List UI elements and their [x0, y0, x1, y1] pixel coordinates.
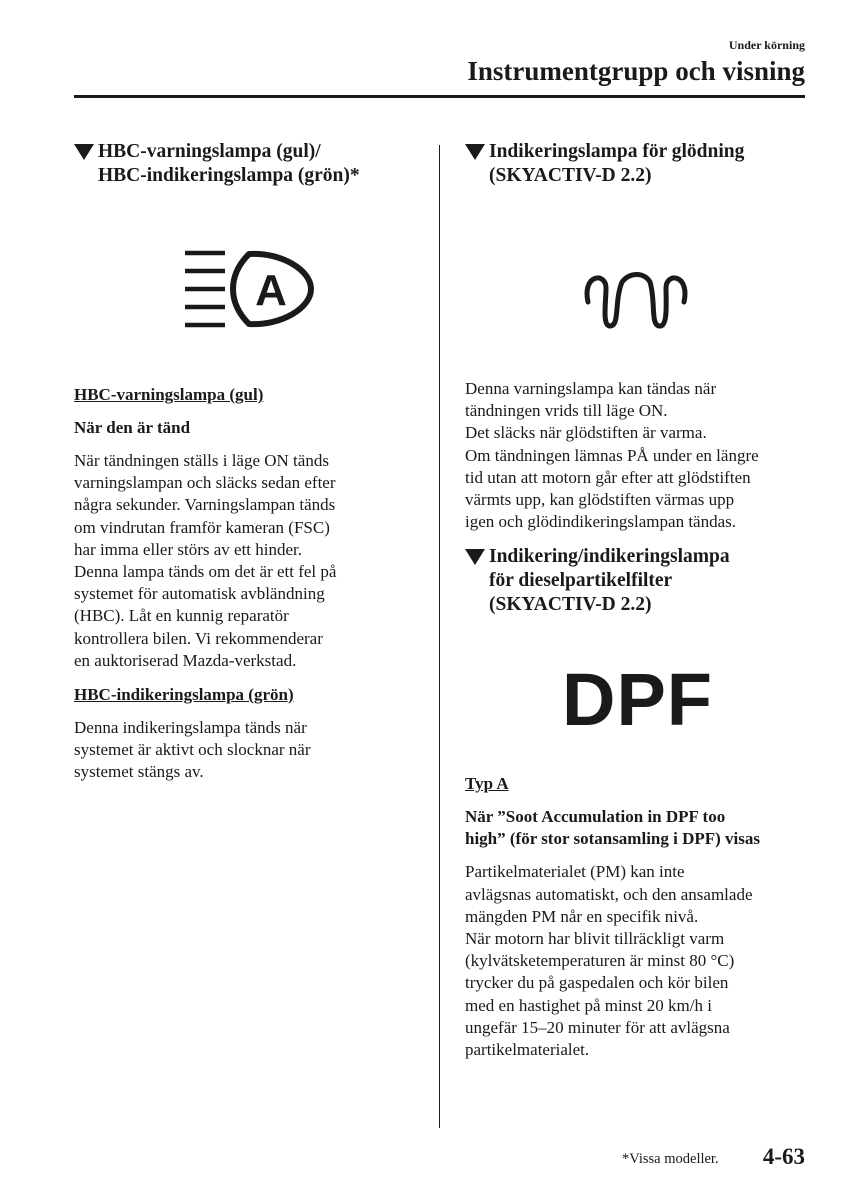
soot-heading-line1: När ”Soot Accumulation in DPF too [465, 807, 726, 827]
hbc-heading-line2: HBC-indikeringslampa (grön)* [98, 165, 360, 186]
text-line: Denna varningslampa kan tändas när [465, 379, 717, 398]
hbc-section-heading [74, 140, 419, 188]
hbc-warning-paragraph [74, 450, 419, 672]
page-title: Instrumentgrupp och visning [467, 56, 805, 86]
hbc-icon-wrap [74, 248, 419, 332]
hbc-indicator-paragraph [74, 717, 419, 784]
left-column [74, 140, 419, 784]
header-section-label: Under körning [728, 38, 805, 52]
when-lit-heading: När den är tänd [74, 418, 191, 437]
dpf-heading-line3: (SKYACTIV-D 2.2) [489, 594, 652, 616]
text-line: kontrollera bilen. Vi rekommenderar [74, 628, 323, 648]
column-divider [439, 145, 440, 1128]
text-line: Om tändningen lämnas PÅ under en längre [465, 445, 759, 465]
glow-paragraph [465, 378, 810, 533]
dpf-section-heading [465, 545, 810, 617]
text-line: systemet för automatisk avbländning [74, 584, 325, 604]
text-line: systemet är aktivt och slocknar när [74, 740, 311, 760]
svg-text:A: A [254, 266, 287, 315]
text-line: När tändningen ställs i läge ON tänds [74, 451, 329, 470]
dpf-icon-wrap [465, 658, 810, 742]
text-line: trycker du på gaspedalen och kör bilen [465, 973, 729, 993]
text-line: Denna indikeringslampa tänds när [74, 718, 307, 738]
text-line: partikelmaterialet. [465, 1040, 590, 1060]
header-rule [74, 95, 805, 98]
text-line: varningslampan och släcks sedan efter [74, 473, 336, 493]
page-number: 4-63 [762, 1144, 805, 1169]
text-line: (HBC). Låt en kunnig reparatör [74, 606, 289, 626]
section-triangle-icon [465, 144, 485, 160]
dpf-indicator-icon: DPF [562, 658, 713, 742]
text-line: igen och glödindikeringslampan tändas. [465, 512, 736, 532]
type-a-heading: Typ A [465, 774, 509, 794]
text-line: avlägsnas automatiskt, och den ansamlade [465, 884, 753, 904]
text-line: om vindrutan framför kameran (FSC) [74, 517, 330, 537]
soot-heading-line2: high” (för stor sotansamling i DPF) visas [465, 829, 761, 849]
text-line: en auktoriserad Mazda-verkstad. [74, 650, 297, 670]
text-line: med en hastighet på minst 20 km/h i [465, 995, 712, 1015]
text-line: har imma eller störs av ett hinder. [74, 539, 303, 559]
right-column [465, 140, 810, 1061]
text-line: tid utan att motorn går efter att glödstiften [465, 467, 751, 487]
text-line: När motorn har blivit tillräckligt varm [465, 929, 725, 949]
dpf-heading-line1: Indikering/indikeringslampa [489, 546, 730, 568]
text-line: Det släcks när glödstiften är varma. [465, 423, 707, 443]
section-triangle-icon [74, 144, 94, 160]
text-line: några sekunder. Varningslampan tänds [74, 495, 336, 515]
glow-icon-wrap [465, 268, 810, 332]
soot-heading [465, 806, 810, 850]
text-line: (kylvätsketemperaturen är minst 80 °C) [465, 951, 735, 971]
hbc-warning-heading: HBC-varningslampa (gul) [74, 385, 264, 404]
text-line: mängden PM når en specifik nivå. [465, 906, 699, 926]
soot-paragraph [465, 861, 810, 1061]
text-line: systemet stängs av. [74, 762, 204, 782]
section-triangle-icon [465, 549, 485, 565]
glow-section-heading [465, 140, 810, 188]
hbc-headlight-a-icon [177, 248, 317, 332]
footnote: *Vissa modeller. [622, 1151, 719, 1167]
text-line: Denna lampa tänds om det är ett fel på [74, 562, 337, 582]
text-line: tändningen vrids till läge ON. [465, 401, 668, 421]
text-line: Partikelmaterialet (PM) kan inte [465, 862, 685, 882]
text-line: ungefär 15–20 minuter för att avlägsna [465, 1017, 730, 1037]
dpf-heading-line2: för dieselpartikelfilter [489, 570, 673, 592]
hbc-heading-line1: HBC-varningslampa (gul)/ [98, 141, 321, 162]
hbc-indicator-heading: HBC-indikeringslampa (grön) [74, 685, 294, 705]
glow-heading-line1: Indikeringslampa för glödning [489, 141, 745, 162]
glow-plug-coil-icon [578, 268, 698, 332]
glow-heading-line2: (SKYACTIV-D 2.2) [489, 165, 652, 186]
text-line: värmts upp, kan glödstiften värmas upp [465, 490, 735, 510]
